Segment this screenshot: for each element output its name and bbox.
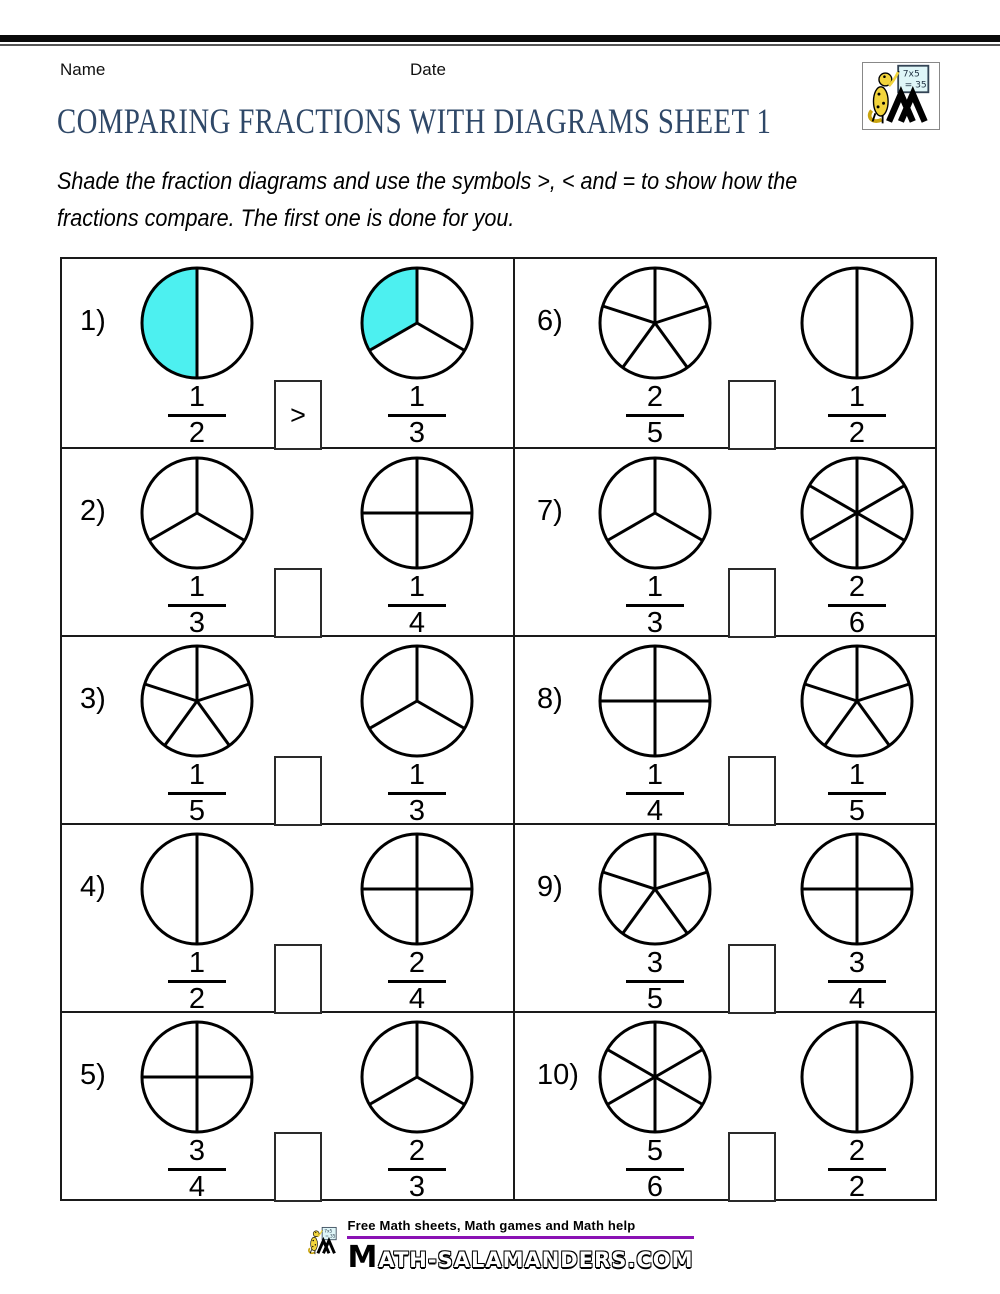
fraction-denominator: 3 [388, 792, 446, 826]
fraction-right [828, 383, 886, 448]
fraction-denominator: 5 [626, 980, 684, 1014]
fraction-left [168, 949, 226, 1014]
fraction-circle-3-parts [595, 453, 715, 573]
fraction-circle-6-parts [595, 1017, 715, 1137]
fraction-left [168, 383, 226, 448]
fraction-right [388, 383, 446, 448]
footer-salamander-icon [306, 1218, 340, 1264]
problem-cell-8 [513, 635, 935, 827]
fraction-circle-3-parts [137, 453, 257, 573]
page-title: COMPARING FRACTIONS WITH DIAGRAMS SHEET 1 [57, 101, 772, 141]
problem-number: 8) [537, 683, 563, 715]
fraction-right [388, 949, 446, 1014]
fraction-circle-4-parts [595, 641, 715, 761]
problem-cell-4 [62, 823, 513, 1015]
fraction-numerator: 1 [646, 759, 664, 791]
fraction-circle-3-parts [357, 263, 477, 383]
footer-site-name: MATH-SALAMANDERS.COM [347, 1240, 694, 1275]
fraction-circle-6-parts [797, 453, 917, 573]
salamander-logo-image [863, 63, 937, 127]
fraction-numerator: 2 [848, 1135, 866, 1167]
fraction-numerator: 1 [646, 571, 664, 603]
fraction-circle-2-parts [797, 1017, 917, 1137]
fraction-left [626, 1137, 684, 1202]
name-label: Name [60, 60, 106, 79]
fraction-numerator: 1 [188, 759, 206, 791]
fraction-denominator: 2 [828, 414, 886, 448]
problem-number: 6) [537, 305, 563, 337]
fraction-denominator: 3 [388, 1168, 446, 1202]
answer-box[interactable] [728, 756, 776, 826]
fraction-right [828, 949, 886, 1014]
fraction-left [626, 949, 684, 1014]
fraction-right [828, 573, 886, 638]
fraction-right [388, 761, 446, 826]
problem-number: 3) [80, 683, 106, 715]
fraction-left [168, 573, 226, 638]
problem-cell-2 [62, 447, 513, 639]
fraction-denominator: 4 [828, 980, 886, 1014]
problem-number: 9) [537, 871, 563, 903]
answer-box[interactable] [728, 568, 776, 638]
fraction-numerator: 3 [188, 1135, 206, 1167]
answer-box[interactable] [274, 568, 322, 638]
footer [0, 1218, 1000, 1275]
problem-number: 5) [80, 1059, 106, 1091]
fraction-circle-5-parts [137, 641, 257, 761]
math-salamanders-logo [862, 62, 940, 130]
answer-box[interactable] [728, 380, 776, 450]
fraction-circle-3-parts [357, 1017, 477, 1137]
answer-box[interactable] [728, 1132, 776, 1202]
fraction-numerator: 2 [408, 947, 426, 979]
fraction-numerator: 1 [408, 571, 426, 603]
fraction-circle-4-parts [357, 829, 477, 949]
fraction-numerator: 2 [848, 571, 866, 603]
fraction-numerator: 1 [188, 381, 206, 413]
top-divider-rule [0, 35, 1000, 46]
worksheet-grid [60, 257, 937, 1201]
fraction-denominator: 4 [388, 980, 446, 1014]
fraction-circle-2-parts [797, 263, 917, 383]
problem-number: 1) [80, 305, 106, 337]
fraction-denominator: 3 [626, 604, 684, 638]
problem-cell-6 [513, 259, 935, 447]
fraction-circle-4-parts [797, 829, 917, 949]
fraction-denominator: 6 [828, 604, 886, 638]
problem-cell-10 [513, 1011, 935, 1203]
fraction-right [828, 1137, 886, 1202]
footer-tagline: Free Math sheets, Math games and Math help [347, 1218, 636, 1233]
fraction-circle-4-parts [137, 1017, 257, 1137]
fraction-right [388, 1137, 446, 1202]
fraction-denominator: 3 [168, 604, 226, 638]
fraction-numerator: 3 [646, 947, 664, 979]
fraction-numerator: 3 [848, 947, 866, 979]
fraction-numerator: 1 [408, 381, 426, 413]
fraction-left [168, 761, 226, 826]
comparison-symbol: > [290, 399, 306, 430]
problem-number: 10) [537, 1059, 579, 1091]
answer-box[interactable] [274, 756, 322, 826]
fraction-numerator: 1 [188, 571, 206, 603]
answer-box[interactable] [728, 944, 776, 1014]
answer-box[interactable] [274, 380, 322, 450]
fraction-denominator: 4 [168, 1168, 226, 1202]
footer-divider-rule [347, 1236, 693, 1239]
fraction-circle-5-parts [595, 263, 715, 383]
fraction-left [626, 383, 684, 448]
fraction-circle-5-parts [797, 641, 917, 761]
fraction-numerator: 2 [646, 381, 664, 413]
fraction-numerator: 1 [848, 759, 866, 791]
fraction-denominator: 4 [388, 604, 446, 638]
fraction-left [168, 1137, 226, 1202]
fraction-denominator: 6 [626, 1168, 684, 1202]
instructions-line-2: fractions compare. The first one is done for you. [57, 205, 515, 232]
fraction-numerator: 1 [848, 381, 866, 413]
fraction-denominator: 4 [626, 792, 684, 826]
fraction-circle-3-parts [357, 641, 477, 761]
fraction-denominator: 2 [168, 414, 226, 448]
fraction-denominator: 2 [828, 1168, 886, 1202]
answer-box[interactable] [274, 944, 322, 1014]
problem-cell-3 [62, 635, 513, 827]
fraction-denominator: 5 [828, 792, 886, 826]
fraction-numerator: 1 [188, 947, 206, 979]
instructions-line-1: Shade the fraction diagrams and use the symbols >, < and = to show how the [57, 168, 798, 195]
fraction-denominator: 5 [626, 414, 684, 448]
problem-number: 4) [80, 871, 106, 903]
fraction-numerator: 5 [646, 1135, 664, 1167]
fraction-left [626, 573, 684, 638]
fraction-numerator: 1 [408, 759, 426, 791]
fraction-circle-2-parts [137, 829, 257, 949]
shaded-sector [142, 268, 197, 378]
fraction-denominator: 3 [388, 414, 446, 448]
problem-number: 7) [537, 495, 563, 527]
problem-cell-7 [513, 447, 935, 639]
date-label: Date [410, 60, 446, 79]
fraction-circle-4-parts [357, 453, 477, 573]
problem-cell-5 [62, 1011, 513, 1203]
problem-cell-9 [513, 823, 935, 1015]
fraction-numerator: 2 [408, 1135, 426, 1167]
answer-box[interactable] [274, 1132, 322, 1202]
problem-cell-1 [62, 259, 513, 447]
fraction-left [626, 761, 684, 826]
fraction-circle-2-parts [137, 263, 257, 383]
fraction-denominator: 2 [168, 980, 226, 1014]
fraction-circle-5-parts [595, 829, 715, 949]
fraction-right [828, 761, 886, 826]
fraction-denominator: 5 [168, 792, 226, 826]
problem-number: 2) [80, 495, 106, 527]
fraction-right [388, 573, 446, 638]
